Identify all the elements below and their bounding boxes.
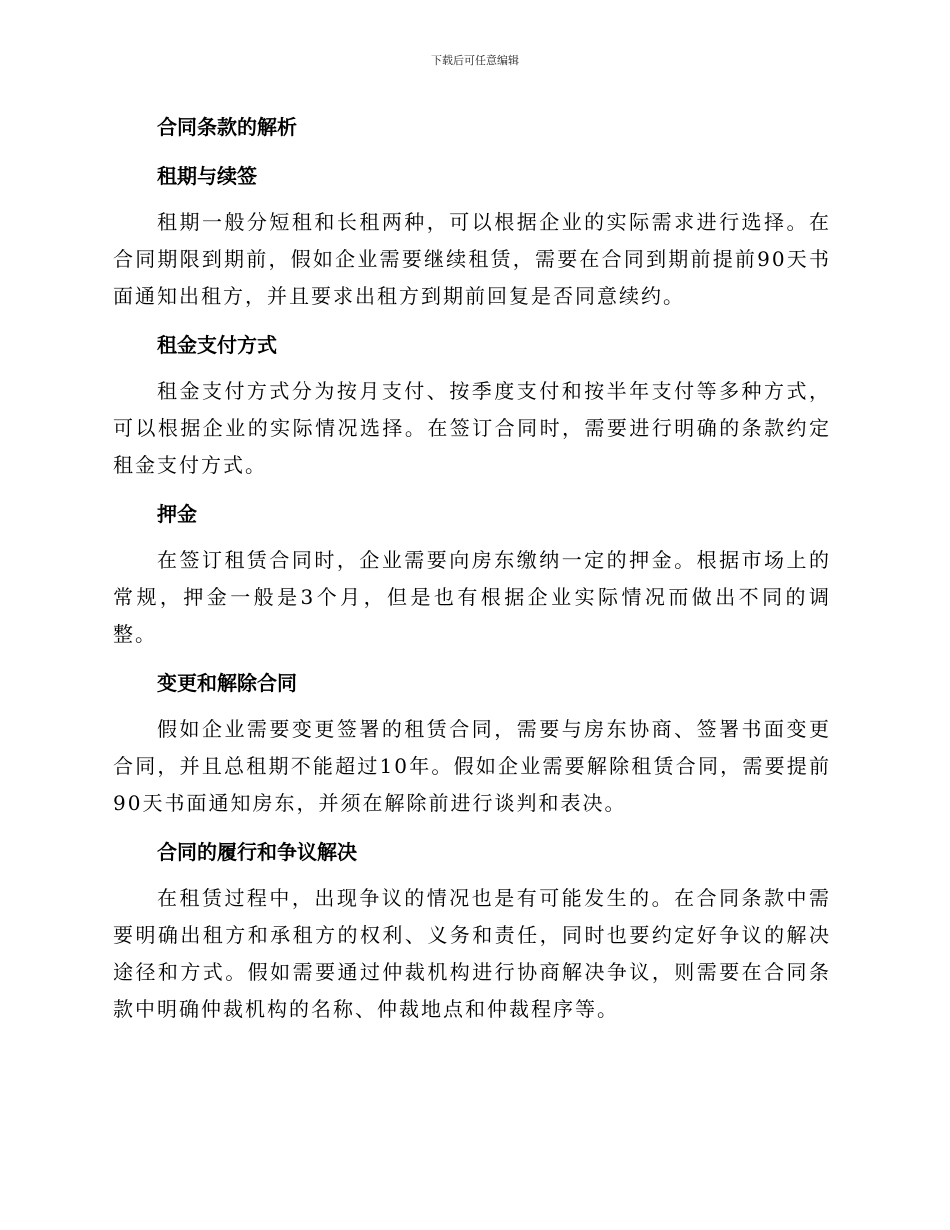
document-title: 合同条款的解析 bbox=[157, 115, 297, 139]
section-heading-deposit: 押金 bbox=[157, 502, 197, 526]
section-heading-change-termination: 变更和解除合同 bbox=[157, 671, 297, 695]
section-heading-dispute-resolution: 合同的履行和争议解决 bbox=[157, 840, 357, 864]
section-body-rent-payment: 租金支付方式分为按月支付、按季度支付和按半年支付等多种方式，可以根据企业的实际情况选择。在签订合同时，需要进行明确的条款约定租金支付方式。 bbox=[113, 379, 831, 477]
document-body bbox=[113, 112, 831, 1028]
section-heading-rent-payment: 租金支付方式 bbox=[157, 333, 277, 357]
section-body-dispute-resolution: 在租赁过程中，出现争议的情况也是有可能发生的。在合同条款中需要明确出租方和承租方的权利、义务和责任，同时也要约定好争议的解决途径和方式。假如需要通过仲裁机构进行协商解决争议，则需要在合同条款中明确仲裁机构的名称、仲裁地点和仲裁程序等。 bbox=[113, 886, 831, 1021]
section-body-lease-term: 租期一般分短租和长租两种，可以根据企业的实际需求进行选择。在合同期限到期前，假如企业需要继续租赁，需要在合同到期前提前90天书面通知出租方，并且要求出租方到期前回复是否同意续约。 bbox=[113, 210, 831, 308]
section-body-deposit: 在签订租赁合同时，企业需要向房东缴纳一定的押金。根据市场上的常规，押金一般是3个月，但是也有根据企业实际情况而做出不同的调整。 bbox=[113, 548, 831, 646]
section-heading-lease-term: 租期与续签 bbox=[157, 164, 257, 188]
page-header: 下载后可任意编辑 bbox=[431, 54, 519, 67]
section-body-change-termination: 假如企业需要变更签署的租赁合同，需要与房东协商、签署书面变更合同，并且总租期不能超过10年。假如企业需要解除租赁合同，需要提前90天书面通知房东，并须在解除前进行谈判和表决。 bbox=[113, 717, 831, 815]
